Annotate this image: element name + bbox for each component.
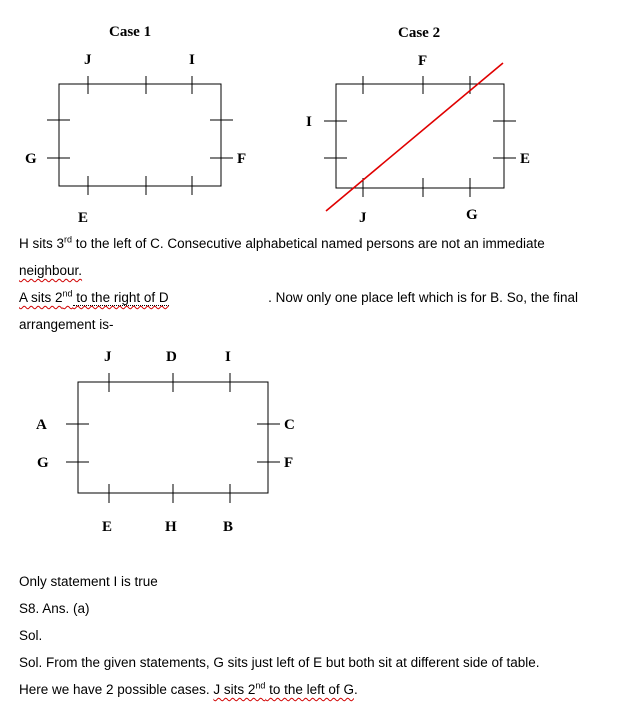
case2-label-g: G xyxy=(466,207,478,223)
case1-title: Case 1 xyxy=(109,24,152,40)
case2-label-j: J xyxy=(359,210,367,226)
final-label-a: A xyxy=(36,417,47,433)
final-table xyxy=(78,382,268,493)
case1-diagram xyxy=(25,24,246,226)
case1-label-g: G xyxy=(25,151,37,167)
explanation-line-1: H sits 3rd to the left of C. Consecutive alphabetical named persons are not an immediate xyxy=(19,234,545,251)
final-label-b: B xyxy=(223,519,234,535)
final-label-h: H xyxy=(165,519,177,535)
case2-strike-line xyxy=(326,63,503,211)
footer-solution-line-1: Sol. From the given statements, G sits just left of E but both sit at different side of table. xyxy=(19,655,540,670)
final-label-f: F xyxy=(284,455,294,471)
final-arrangement-diagram xyxy=(36,349,295,535)
footer-sol-label: Sol. xyxy=(19,628,43,643)
case1-label-f: F xyxy=(237,151,247,167)
case2-table xyxy=(336,84,504,188)
footer-answer: S8. Ans. (a) xyxy=(19,601,90,616)
case1-label-e: E xyxy=(78,210,89,226)
footer-solution-line-2: Here we have 2 possible cases. J sits 2nd to the left of G. xyxy=(19,680,358,697)
case2-diagram xyxy=(306,25,530,226)
final-label-i: I xyxy=(225,349,231,365)
case1-table xyxy=(59,84,221,186)
final-label-j: J xyxy=(104,349,112,365)
case2-title: Case 2 xyxy=(398,25,441,41)
footer-statement: Only statement I is true xyxy=(19,574,158,589)
case2-label-f: F xyxy=(418,53,428,69)
case1-label-i: I xyxy=(189,52,195,68)
final-label-e: E xyxy=(102,519,113,535)
final-label-c: C xyxy=(284,417,295,433)
final-label-d: D xyxy=(166,349,177,365)
explanation-line-3: A sits 2nd to the right of D . Now only one place left which is for B. So, the final xyxy=(19,288,578,305)
case2-label-i: I xyxy=(306,114,312,130)
case1-label-j: J xyxy=(84,52,92,68)
explanation-line-2: neighbour. xyxy=(19,263,83,278)
final-label-g: G xyxy=(37,455,49,471)
case2-label-e: E xyxy=(520,151,531,167)
explanation-line-4: arrangement is- xyxy=(19,317,114,332)
